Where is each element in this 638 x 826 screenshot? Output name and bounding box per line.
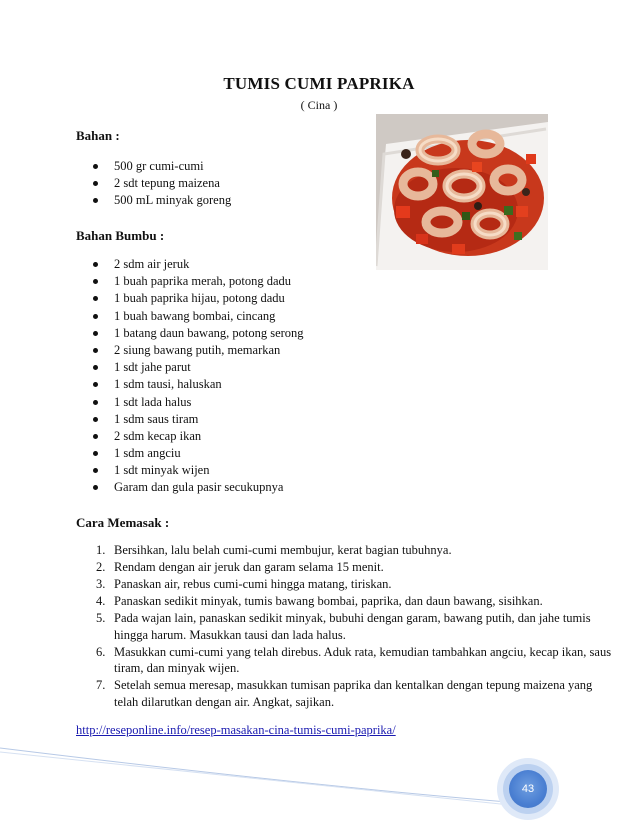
bullet-icon	[93, 434, 98, 439]
list-item: 2 sdm kecap ikan	[78, 428, 304, 445]
step-item: 6. Masukkan cumi-cumi yang telah direbus. Aduk rata, kemudian tambahkan angciu, kecap ikan, saus tiram, dan minyak wijen.	[96, 644, 612, 675]
source-link[interactable]: http://reseponline.info/resep-masakan-cina-tumis-cumi-paprika/	[76, 723, 396, 737]
dish-photo	[376, 114, 548, 270]
bullet-icon	[93, 198, 98, 203]
bullet-icon	[93, 365, 98, 370]
list-item: 2 siung bawang putih, memarkan	[78, 342, 304, 359]
step-item: 2. Rendam dengan air jeruk dan garam selama 15 menit.	[96, 560, 384, 574]
bullet-icon	[93, 279, 98, 284]
page-number: 43	[509, 770, 547, 808]
list-item: 2 sdm air jeruk	[78, 256, 304, 273]
bahan-list	[78, 158, 231, 210]
list-item: 500 gr cumi-cumi	[78, 158, 231, 175]
bullet-icon	[93, 296, 98, 301]
bullet-icon	[93, 417, 98, 422]
step-item: 1. Bersihkan, lalu belah cumi-cumi membujur, kerat bagian tubuhnya.	[96, 543, 452, 557]
list-item: 1 sdm saus tiram	[78, 411, 304, 428]
recipe-title: TUMIS CUMI PAPRIKA	[223, 74, 415, 93]
list-item: 1 buah paprika hijau, potong dadu	[78, 290, 304, 307]
list-item: 1 batang daun bawang, potong serong	[78, 325, 304, 342]
bullet-icon	[93, 164, 98, 169]
list-item: 1 sdm angciu	[78, 445, 304, 462]
step-item: 4. Panaskan sedikit minyak, tumis bawang bombai, paprika, dan daun bawang, sisihkan.	[96, 594, 543, 608]
list-item: 1 sdt minyak wijen	[78, 462, 304, 479]
bullet-icon	[93, 382, 98, 387]
list-item: 1 sdm tausi, haluskan	[78, 376, 304, 393]
step-item: 5. Pada wajan lain, panaskan sedikit minyak, bubuhi dengan garam, bawang putih, dan jahe tumis hingga harum. Masukkan tausi dan lada halus.	[96, 611, 591, 642]
bumbu-list	[78, 256, 304, 497]
bullet-icon	[93, 331, 98, 336]
step-item: 7. Setelah semua meresap, masukkan tumisan paprika dan kentalkan dengan tepung maizena yang telah dilarutkan dengan air. Angkat, sajikan.	[96, 678, 593, 709]
cara-steps	[78, 542, 614, 711]
bullet-icon	[93, 262, 98, 267]
bullet-icon	[93, 485, 98, 490]
step-item: 3. Panaskan air, rebus cumi-cumi hingga matang, tiriskan.	[96, 577, 392, 591]
list-item: Garam dan gula pasir secukupnya	[78, 479, 304, 496]
bahan-heading: Bahan :	[76, 128, 120, 143]
list-item: 1 buah bawang bombai, cincang	[78, 308, 304, 325]
bullet-icon	[93, 181, 98, 186]
cara-heading: Cara Memasak :	[76, 515, 170, 530]
bullet-icon	[93, 314, 98, 319]
bullet-icon	[93, 348, 98, 353]
list-item: 1 buah paprika merah, potong dadu	[78, 273, 304, 290]
bumbu-heading: Bahan Bumbu :	[76, 228, 165, 243]
bullet-icon	[93, 400, 98, 405]
list-item: 1 sdt jahe parut	[78, 359, 304, 376]
list-item: 500 mL minyak goreng	[78, 192, 231, 209]
list-item: 2 sdt tepung maizena	[78, 175, 231, 192]
recipe-origin: ( Cina )	[300, 98, 338, 112]
list-item: 1 sdt lada halus	[78, 394, 304, 411]
bullet-icon	[93, 468, 98, 473]
bullet-icon	[93, 451, 98, 456]
